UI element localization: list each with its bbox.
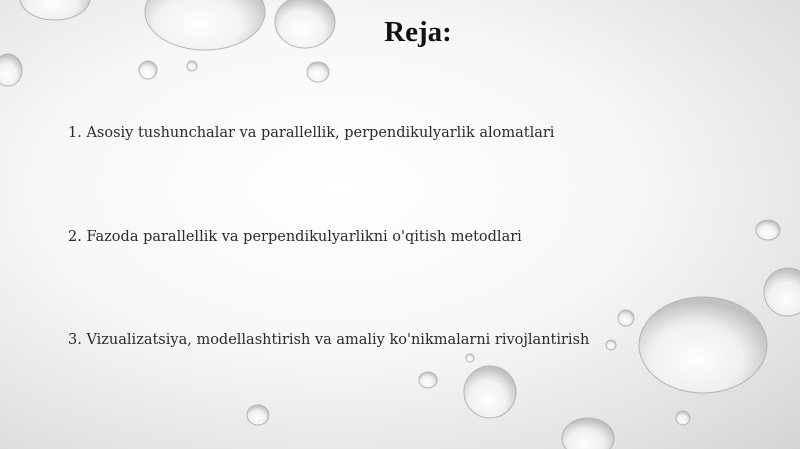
plan-item-2: 2. Fazoda parallellik va perpendikulyarlikni o'qitish metodlari: [68, 229, 522, 245]
slide-title: Reja:: [384, 16, 452, 48]
plan-item-1: 1. Asosiy tushunchalar va parallellik, perpendikulyarlik alomatlari: [68, 125, 555, 141]
plan-item-3: 3. Vizualizatsiya, modellashtirish va amaliy ko'nikmalarni rivojlantirish: [68, 332, 590, 348]
